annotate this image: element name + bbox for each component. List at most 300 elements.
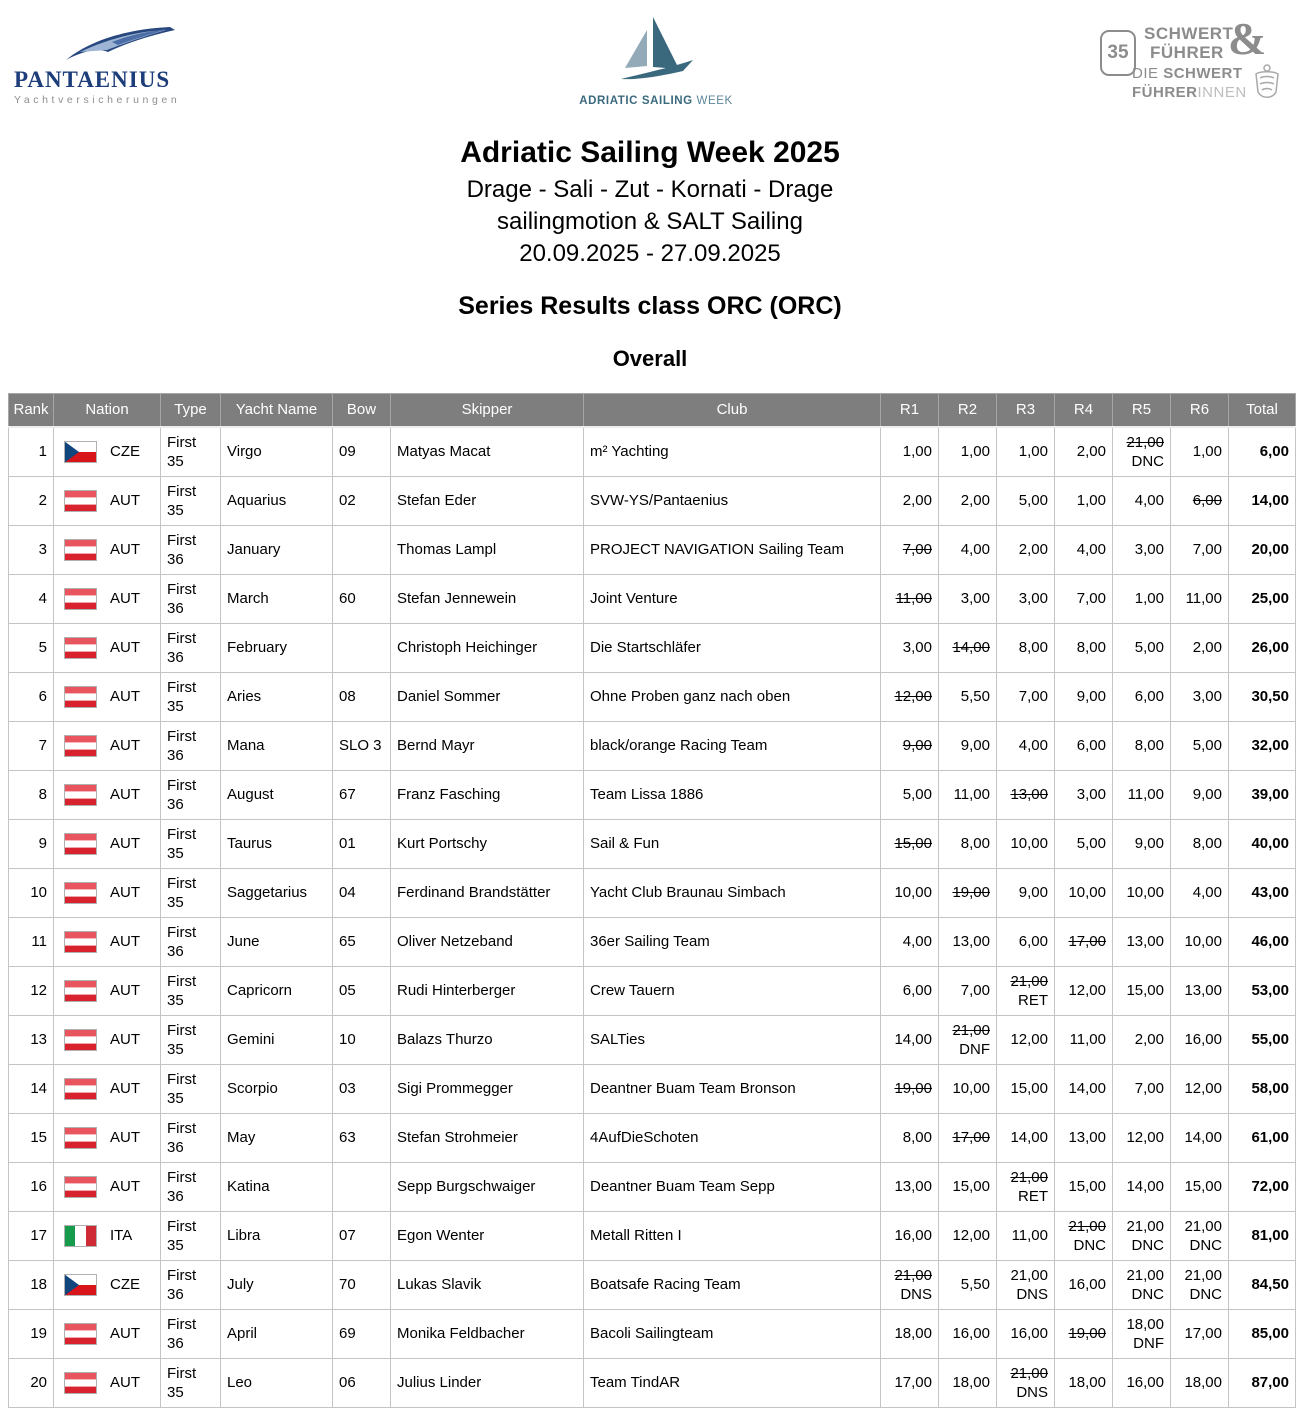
race-score: 15,00 — [1184, 1178, 1222, 1195]
race-score: 13,00 — [952, 933, 990, 950]
aut-flag-icon — [64, 637, 97, 659]
score-code: DNF — [1133, 1334, 1164, 1352]
discarded-score: 11,00 — [895, 590, 932, 607]
race-score-cell-r2 — [939, 1113, 997, 1162]
rank-cell: 15 — [9, 1113, 54, 1162]
column-header-total: Total — [1229, 394, 1296, 427]
nation-cell — [54, 1309, 161, 1358]
race-score-cell-r2 — [939, 966, 997, 1015]
race-score: 5,50 — [960, 1276, 990, 1293]
total-cell: 55,00 — [1229, 1015, 1296, 1064]
aut-flag-icon — [64, 1372, 97, 1394]
race-score: 16,00 — [1068, 1276, 1106, 1293]
rank-cell: 13 — [9, 1015, 54, 1064]
race-score-cell-r1 — [881, 672, 939, 721]
race-score-cell-r6 — [1171, 1358, 1229, 1407]
club-cell: SALTies — [584, 1015, 881, 1064]
race-score-cell-r6 — [1171, 427, 1229, 477]
race-score-cell-r6 — [1171, 1064, 1229, 1113]
club-cell: 36er Sailing Team — [584, 917, 881, 966]
total-cell: 84,50 — [1229, 1260, 1296, 1309]
race-score-cell-r4 — [1055, 1260, 1113, 1309]
score-code: DNS — [1016, 1285, 1048, 1303]
bow-cell — [333, 1162, 391, 1211]
race-score-cell-r1 — [881, 1260, 939, 1309]
race-score-cell-r3 — [997, 1162, 1055, 1211]
bow-cell: 69 — [333, 1309, 391, 1358]
race-score: 7,00 — [1076, 590, 1106, 607]
race-score-cell-r1 — [881, 525, 939, 574]
race-score-cell-r2 — [939, 1260, 997, 1309]
race-score-cell-r1 — [881, 819, 939, 868]
table-row — [9, 770, 1296, 819]
aut-flag-icon — [64, 490, 97, 512]
bow-cell — [333, 623, 391, 672]
race-score-cell-r2 — [939, 1162, 997, 1211]
club-cell: Yacht Club Braunau Simbach — [584, 868, 881, 917]
race-score-cell-r5 — [1113, 868, 1171, 917]
rank-cell: 17 — [9, 1211, 54, 1260]
yacht-name-cell: Saggetarius — [221, 868, 333, 917]
yacht-name-cell: Capricorn — [221, 966, 333, 1015]
total-cell: 46,00 — [1229, 917, 1296, 966]
race-score-cell-r3 — [997, 1358, 1055, 1407]
club-cell: SVW-YS/Pantaenius — [584, 476, 881, 525]
column-header-skipper: Skipper — [391, 394, 584, 427]
race-score-cell-r3 — [997, 672, 1055, 721]
nation-code: AUT — [110, 933, 140, 950]
race-score-cell-r2 — [939, 770, 997, 819]
race-score: 9,00 — [1018, 884, 1048, 901]
type-cell: First 36 — [161, 770, 221, 819]
ampersand: & — [1228, 13, 1267, 64]
race-score: 15,00 — [1068, 1178, 1106, 1195]
table-row — [9, 1211, 1296, 1260]
table-row — [9, 1064, 1296, 1113]
table-row — [9, 574, 1296, 623]
club-cell: Bacoli Sailingteam — [584, 1309, 881, 1358]
yacht-name-cell: Taurus — [221, 819, 333, 868]
table-row — [9, 1015, 1296, 1064]
type-cell: First 35 — [161, 476, 221, 525]
race-score: 3,00 — [1076, 786, 1106, 803]
race-score: 2,00 — [1018, 541, 1048, 558]
race-score: 4,00 — [1134, 492, 1164, 509]
race-score-cell-r2 — [939, 476, 997, 525]
race-score-cell-r3 — [997, 476, 1055, 525]
sailboat-icon — [546, 14, 766, 93]
pantaenius-wing-icon — [52, 24, 214, 69]
aut-flag-icon — [64, 931, 97, 953]
nation-code: AUT — [110, 1129, 140, 1146]
race-score-cell-r5 — [1113, 1015, 1171, 1064]
race-score: 3,00 — [902, 639, 932, 656]
type-cell: First 36 — [161, 1162, 221, 1211]
discarded-score: 21,00 — [1010, 1168, 1048, 1186]
race-score: 21,00 — [1010, 1266, 1048, 1284]
total-cell: 32,00 — [1229, 721, 1296, 770]
rank-cell: 18 — [9, 1260, 54, 1309]
aut-flag-icon — [64, 1176, 97, 1198]
score-code: DNC — [1131, 452, 1164, 470]
skipper-cell: Balazs Thurzo — [391, 1015, 584, 1064]
rank-cell: 7 — [9, 721, 54, 770]
race-score: 4,00 — [960, 541, 990, 558]
race-score: 11,00 — [1011, 1227, 1048, 1244]
race-score: 8,00 — [1076, 639, 1106, 656]
table-row — [9, 1113, 1296, 1162]
discarded-score: 17,00 — [1068, 933, 1106, 950]
yacht-name-cell: August — [221, 770, 333, 819]
race-score-cell-r3 — [997, 1211, 1055, 1260]
discarded-score: 6,00 — [1192, 492, 1222, 509]
yacht-name-cell: April — [221, 1309, 333, 1358]
bow-cell: 08 — [333, 672, 391, 721]
race-score-cell-r4 — [1055, 623, 1113, 672]
badge-35: 35 — [1100, 30, 1136, 76]
nation-code: AUT — [110, 737, 140, 754]
race-score-cell-r3 — [997, 917, 1055, 966]
discarded-score: 19,00 — [894, 1080, 932, 1097]
race-score-cell-r1 — [881, 1211, 939, 1260]
club-cell: Boatsafe Racing Team — [584, 1260, 881, 1309]
adriatic-sailing-week-logo — [546, 10, 766, 107]
race-score: 12,00 — [1068, 982, 1106, 999]
total-cell: 58,00 — [1229, 1064, 1296, 1113]
yacht-name-cell: March — [221, 574, 333, 623]
race-score: 8,00 — [902, 1129, 932, 1146]
bow-cell: 70 — [333, 1260, 391, 1309]
race-score: 10,00 — [894, 884, 932, 901]
race-score: 14,00 — [1126, 1178, 1164, 1195]
discarded-score: 21,00 — [1010, 1364, 1048, 1382]
race-score-cell-r5 — [1113, 427, 1171, 477]
race-score: 10,00 — [952, 1080, 990, 1097]
race-score: 1,00 — [902, 443, 932, 460]
asw-wordmark: ADRIATIC SAILING WEEK — [579, 95, 733, 107]
race-score-cell-r1 — [881, 1064, 939, 1113]
rank-cell: 14 — [9, 1064, 54, 1113]
rank-cell: 16 — [9, 1162, 54, 1211]
race-score-cell-r5 — [1113, 1064, 1171, 1113]
race-score-cell-r1 — [881, 917, 939, 966]
pantaenius-wordmark: PANTAENIUS — [14, 67, 171, 92]
column-header-r4: R4 — [1055, 394, 1113, 427]
race-score-cell-r1 — [881, 721, 939, 770]
nation-code: AUT — [110, 492, 140, 509]
race-score-cell-r1 — [881, 1015, 939, 1064]
race-score-cell-r6 — [1171, 1113, 1229, 1162]
nation-code: AUT — [110, 786, 140, 803]
race-score: 7,00 — [1134, 1080, 1164, 1097]
race-score: 6,00 — [1018, 933, 1048, 950]
race-score: 4,00 — [1192, 884, 1222, 901]
table-row — [9, 819, 1296, 868]
nation-code: AUT — [110, 884, 140, 901]
nation-code: ITA — [110, 1227, 133, 1244]
race-score-cell-r5 — [1113, 1211, 1171, 1260]
nation-code: AUT — [110, 835, 140, 852]
nation-code: AUT — [110, 1080, 140, 1097]
skipper-cell: Sigi Prommegger — [391, 1064, 584, 1113]
race-score-cell-r6 — [1171, 1211, 1229, 1260]
bow-cell — [333, 525, 391, 574]
rank-cell: 4 — [9, 574, 54, 623]
race-score: 18,00 — [894, 1325, 932, 1342]
nation-cell — [54, 868, 161, 917]
race-score: 8,00 — [1018, 639, 1048, 656]
table-row — [9, 525, 1296, 574]
type-cell: First 35 — [161, 1211, 221, 1260]
cze-flag-icon — [64, 1274, 97, 1296]
race-score-cell-r4 — [1055, 1015, 1113, 1064]
bow-cell: SLO 3 — [333, 721, 391, 770]
race-score-cell-r5 — [1113, 1113, 1171, 1162]
nation-cell — [54, 476, 161, 525]
race-score: 11,00 — [1127, 786, 1164, 803]
race-score-cell-r6 — [1171, 1162, 1229, 1211]
club-cell: Metall Ritten I — [584, 1211, 881, 1260]
bow-cell: 02 — [333, 476, 391, 525]
race-score: 12,00 — [1126, 1129, 1164, 1146]
club-cell: m² Yachting — [584, 427, 881, 477]
race-score-cell-r2 — [939, 672, 997, 721]
nation-code: AUT — [110, 1031, 140, 1048]
skipper-cell: Rudi Hinterberger — [391, 966, 584, 1015]
race-score-cell-r6 — [1171, 574, 1229, 623]
race-score-cell-r6 — [1171, 721, 1229, 770]
race-score: 11,00 — [1069, 1031, 1106, 1048]
race-score: 13,00 — [1126, 933, 1164, 950]
race-score-cell-r3 — [997, 1064, 1055, 1113]
yacht-name-cell: Libra — [221, 1211, 333, 1260]
yacht-name-cell: Mana — [221, 721, 333, 770]
race-score: 3,00 — [1134, 541, 1164, 558]
nation-code: CZE — [110, 443, 140, 460]
results-table-body — [9, 427, 1296, 1408]
total-cell: 14,00 — [1229, 476, 1296, 525]
nation-cell — [54, 672, 161, 721]
score-code: DNC — [1131, 1285, 1164, 1303]
pantaenius-subtitle: Yachtversicherungen — [14, 94, 181, 106]
race-score-cell-r2 — [939, 1358, 997, 1407]
total-cell: 39,00 — [1229, 770, 1296, 819]
race-score-cell-r3 — [997, 525, 1055, 574]
column-header-r1: R1 — [881, 394, 939, 427]
race-score: 17,00 — [894, 1374, 932, 1391]
schwertfuehrer-logo: 35 SCHWERT FÜHRER & DIE SCHWERT FÜHRERINNEN — [1098, 10, 1288, 110]
bow-cell: 04 — [333, 868, 391, 917]
table-row — [9, 1358, 1296, 1407]
nation-cell — [54, 1162, 161, 1211]
table-row — [9, 476, 1296, 525]
race-score: 8,00 — [1134, 737, 1164, 754]
ita-flag-icon — [64, 1225, 97, 1247]
rank-cell: 12 — [9, 966, 54, 1015]
race-score: 13,00 — [894, 1178, 932, 1195]
race-score: 5,50 — [960, 688, 990, 705]
race-score-cell-r4 — [1055, 427, 1113, 477]
race-score-cell-r2 — [939, 574, 997, 623]
total-cell: 87,00 — [1229, 1358, 1296, 1407]
race-score-cell-r2 — [939, 868, 997, 917]
cze-flag-icon — [64, 441, 97, 463]
race-score-cell-r3 — [997, 868, 1055, 917]
race-score-cell-r6 — [1171, 966, 1229, 1015]
rank-cell: 6 — [9, 672, 54, 721]
race-score-cell-r4 — [1055, 1064, 1113, 1113]
race-score: 8,00 — [1192, 835, 1222, 852]
table-row — [9, 623, 1296, 672]
race-score-cell-r2 — [939, 427, 997, 477]
race-score-cell-r6 — [1171, 1260, 1229, 1309]
type-cell: First 35 — [161, 427, 221, 477]
race-score-cell-r5 — [1113, 966, 1171, 1015]
rank-cell: 10 — [9, 868, 54, 917]
bow-cell: 10 — [333, 1015, 391, 1064]
race-score-cell-r3 — [997, 1113, 1055, 1162]
race-score: 1,00 — [1192, 443, 1222, 460]
discarded-score: 21,00 — [952, 1021, 990, 1039]
race-score-cell-r6 — [1171, 476, 1229, 525]
race-score: 13,00 — [1184, 982, 1222, 999]
bow-cell: 60 — [333, 574, 391, 623]
skipper-cell: Egon Wenter — [391, 1211, 584, 1260]
race-score-cell-r2 — [939, 1015, 997, 1064]
rank-cell: 1 — [9, 427, 54, 477]
race-score: 3,00 — [960, 590, 990, 607]
rank-cell: 11 — [9, 917, 54, 966]
race-score-cell-r3 — [997, 1260, 1055, 1309]
aut-flag-icon — [64, 882, 97, 904]
race-score: 14,00 — [1010, 1129, 1048, 1146]
discarded-score: 7,00 — [902, 541, 932, 558]
type-cell: First 35 — [161, 966, 221, 1015]
race-score: 4,00 — [902, 933, 932, 950]
club-cell: PROJECT NAVIGATION Sailing Team — [584, 525, 881, 574]
race-score-cell-r3 — [997, 819, 1055, 868]
race-score-cell-r3 — [997, 1015, 1055, 1064]
skipper-cell: Christoph Heichinger — [391, 623, 584, 672]
skipper-cell: Bernd Mayr — [391, 721, 584, 770]
race-score: 21,00 — [1126, 1266, 1164, 1284]
skipper-cell: Thomas Lampl — [391, 525, 584, 574]
race-score-cell-r1 — [881, 623, 939, 672]
skipper-cell: Oliver Netzeband — [391, 917, 584, 966]
race-score-cell-r5 — [1113, 672, 1171, 721]
nation-cell — [54, 1064, 161, 1113]
club-cell: 4AufDieSchoten — [584, 1113, 881, 1162]
race-score: 10,00 — [1068, 884, 1106, 901]
race-score: 16,00 — [1010, 1325, 1048, 1342]
column-header-club: Club — [584, 394, 881, 427]
column-header-yacht-name: Yacht Name — [221, 394, 333, 427]
skipper-cell: Franz Fasching — [391, 770, 584, 819]
type-cell: First 35 — [161, 1064, 221, 1113]
bow-cell: 07 — [333, 1211, 391, 1260]
total-cell: 72,00 — [1229, 1162, 1296, 1211]
yacht-name-cell: June — [221, 917, 333, 966]
race-score: 6,00 — [1134, 688, 1164, 705]
race-score-cell-r4 — [1055, 966, 1113, 1015]
type-cell: First 36 — [161, 1309, 221, 1358]
discarded-score: 19,00 — [952, 884, 990, 901]
club-cell: Joint Venture — [584, 574, 881, 623]
total-cell: 81,00 — [1229, 1211, 1296, 1260]
logo-band — [0, 0, 1300, 118]
table-row — [9, 1162, 1296, 1211]
club-cell: Team Lissa 1886 — [584, 770, 881, 819]
race-score: 11,00 — [1185, 590, 1222, 607]
race-score: 10,00 — [1126, 884, 1164, 901]
race-score-cell-r1 — [881, 868, 939, 917]
race-score-cell-r5 — [1113, 574, 1171, 623]
type-cell: First 36 — [161, 1260, 221, 1309]
race-score: 8,00 — [960, 835, 990, 852]
column-header-nation: Nation — [54, 394, 161, 427]
race-score-cell-r1 — [881, 574, 939, 623]
yacht-name-cell: January — [221, 525, 333, 574]
crest-icon — [1250, 62, 1284, 109]
race-score: 5,00 — [1192, 737, 1222, 754]
race-score-cell-r4 — [1055, 574, 1113, 623]
total-cell: 6,00 — [1229, 427, 1296, 477]
skipper-cell: Kurt Portschy — [391, 819, 584, 868]
bow-cell: 03 — [333, 1064, 391, 1113]
race-score: 1,00 — [960, 443, 990, 460]
results-table — [8, 393, 1296, 1408]
race-score-cell-r2 — [939, 819, 997, 868]
skipper-cell: Ferdinand Brandstätter — [391, 868, 584, 917]
total-cell: 61,00 — [1229, 1113, 1296, 1162]
club-cell: Ohne Proben ganz nach oben — [584, 672, 881, 721]
table-row — [9, 1260, 1296, 1309]
score-code: DNS — [900, 1285, 932, 1303]
bow-cell: 01 — [333, 819, 391, 868]
race-score: 4,00 — [1076, 541, 1106, 558]
results-header-row — [9, 394, 1296, 427]
bow-cell: 63 — [333, 1113, 391, 1162]
total-cell: 20,00 — [1229, 525, 1296, 574]
nation-cell — [54, 819, 161, 868]
race-score-cell-r5 — [1113, 623, 1171, 672]
club-cell: black/orange Racing Team — [584, 721, 881, 770]
rank-cell: 5 — [9, 623, 54, 672]
aut-flag-icon — [64, 1029, 97, 1051]
race-score: 9,00 — [1192, 786, 1222, 803]
yacht-name-cell: Katina — [221, 1162, 333, 1211]
race-score-cell-r5 — [1113, 1309, 1171, 1358]
bow-cell: 09 — [333, 427, 391, 477]
race-score-cell-r2 — [939, 917, 997, 966]
race-score-cell-r6 — [1171, 1309, 1229, 1358]
race-score-cell-r4 — [1055, 917, 1113, 966]
skipper-cell: Monika Feldbacher — [391, 1309, 584, 1358]
race-score-cell-r2 — [939, 721, 997, 770]
yacht-name-cell: July — [221, 1260, 333, 1309]
race-score-cell-r6 — [1171, 672, 1229, 721]
yacht-name-cell: Virgo — [221, 427, 333, 477]
race-score: 9,00 — [1134, 835, 1164, 852]
rank-cell: 8 — [9, 770, 54, 819]
column-header-r2: R2 — [939, 394, 997, 427]
nation-code: AUT — [110, 1178, 140, 1195]
rank-cell: 20 — [9, 1358, 54, 1407]
nation-cell — [54, 1113, 161, 1162]
series-title: Series Results class ORC (ORC) — [458, 292, 842, 320]
race-score: 1,00 — [1134, 590, 1164, 607]
route-line: Drage - Sali - Zut - Kornati - Drage — [466, 176, 834, 203]
